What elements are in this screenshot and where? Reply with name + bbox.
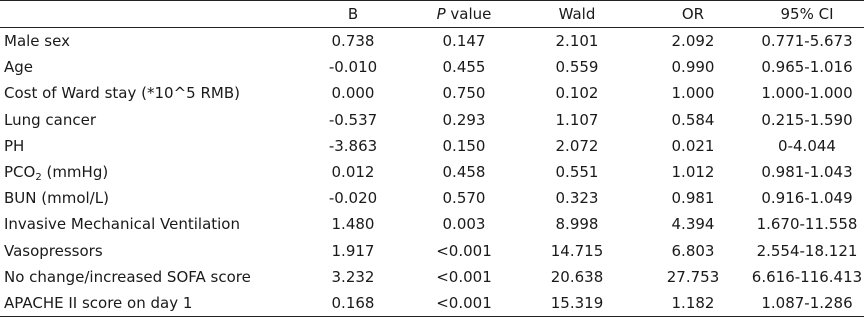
cell-p: 0.750 (442, 84, 486, 103)
table-header-row (0, 1, 864, 28)
header-wald: Wald (558, 5, 596, 23)
cell-or: 1.000 (671, 84, 715, 103)
table-row (0, 80, 864, 106)
cell-or: 4.394 (671, 215, 715, 234)
cell-wald: 14.715 (550, 241, 604, 260)
cell-p: 0.458 (442, 163, 486, 182)
table-row (0, 185, 864, 211)
cell-or: 0.981 (671, 189, 715, 208)
cell-p: 0.293 (442, 110, 486, 129)
header-p-value (410, 1, 518, 28)
cell-p: <0.001 (436, 267, 492, 286)
cell-p: 0.150 (442, 136, 486, 155)
cell-b: 1.917 (331, 241, 375, 260)
cell-p: <0.001 (436, 293, 492, 312)
cell-b: -0.010 (328, 58, 378, 77)
cell-b: 1.480 (331, 215, 375, 234)
cell-wald: 1.107 (555, 110, 599, 129)
cell-p: 0.455 (442, 58, 486, 77)
cell-ci: 1.000-1.000 (761, 84, 853, 103)
row-label: Male sex (4, 32, 70, 51)
table-row (0, 211, 864, 237)
cell-or: 1.012 (671, 163, 715, 182)
cell-b: 3.232 (331, 267, 375, 286)
cell-p: <0.001 (436, 241, 492, 260)
header-p-italic: P (436, 5, 446, 23)
cell-wald: 0.323 (555, 189, 599, 208)
label-pco-subscript: 2 (35, 172, 42, 184)
row-label: Invasive Mechanical Ventilation (4, 215, 240, 234)
cell-wald: 8.998 (555, 215, 599, 234)
row-label: BUN (mmol/L) (4, 189, 109, 208)
label-pco-unit: (mmHg) (41, 163, 109, 182)
cell-ci: 6.616-116.413 (751, 267, 863, 286)
cell-b: -0.537 (328, 110, 378, 129)
cell-wald: 2.101 (555, 32, 599, 51)
table-row (0, 54, 864, 80)
table-row (0, 28, 864, 55)
cell-wald: 20.638 (550, 267, 604, 286)
table-row (0, 107, 864, 133)
cell-p: 0.147 (442, 32, 486, 51)
cell-ci: 1.087-1.286 (761, 293, 853, 312)
cell-or: 27.753 (666, 267, 720, 286)
cell-ci: 2.554-18.121 (756, 241, 858, 260)
cell-ci: 0.215-1.590 (761, 110, 853, 129)
cell-wald: 0.102 (555, 84, 599, 103)
cell-or: 2.092 (671, 32, 715, 51)
cell-ci: 0.771-5.673 (761, 32, 853, 51)
cell-b: 0.738 (331, 32, 375, 51)
cell-wald: 15.319 (550, 293, 604, 312)
header-variable (0, 1, 296, 28)
cell-ci: 0.916-1.049 (761, 189, 853, 208)
cell-p: 0.570 (442, 189, 486, 208)
row-label: APACHE II score on day 1 (4, 293, 193, 312)
row-label: Lung cancer (4, 110, 96, 129)
header-p-rest: value (445, 5, 492, 23)
cell-or: 0.990 (671, 58, 715, 77)
cell-p: 0.003 (442, 215, 486, 234)
cell-b: -3.863 (328, 136, 378, 155)
cell-b: 0.168 (331, 293, 375, 312)
header-or: OR (681, 5, 705, 23)
cell-ci: 0.965-1.016 (761, 58, 853, 77)
cell-wald: 0.551 (555, 163, 599, 182)
cell-b: 0.000 (331, 84, 375, 103)
header-b: B (347, 5, 359, 23)
table-row (0, 159, 864, 185)
row-label: Vasopressors (4, 241, 103, 260)
table-row (0, 238, 864, 264)
row-label: Age (4, 58, 34, 77)
table-row (0, 133, 864, 159)
row-label: Cost of Ward stay (*10^5 RMB) (4, 84, 240, 103)
cell-or: 6.803 (671, 241, 715, 260)
cell-ci: 0.981-1.043 (761, 163, 853, 182)
cell-b: 0.012 (331, 163, 375, 182)
label-pco-main: PCO (4, 163, 36, 182)
header-ci: 95% CI (780, 5, 834, 23)
cell-or: 0.021 (671, 136, 715, 155)
cell-ci: 0-4.044 (778, 136, 836, 155)
row-label: PH (4, 136, 25, 155)
cell-or: 1.182 (671, 293, 715, 312)
cell-b: -0.020 (328, 189, 378, 208)
cell-ci: 1.670-11.558 (756, 215, 858, 234)
row-label (0, 159, 296, 185)
table-row (0, 264, 864, 290)
cell-wald: 0.559 (555, 58, 599, 77)
row-label: No change/increased SOFA score (4, 267, 251, 286)
cell-wald: 2.072 (555, 136, 599, 155)
table-row (0, 290, 864, 317)
cell-or: 0.584 (671, 110, 715, 129)
